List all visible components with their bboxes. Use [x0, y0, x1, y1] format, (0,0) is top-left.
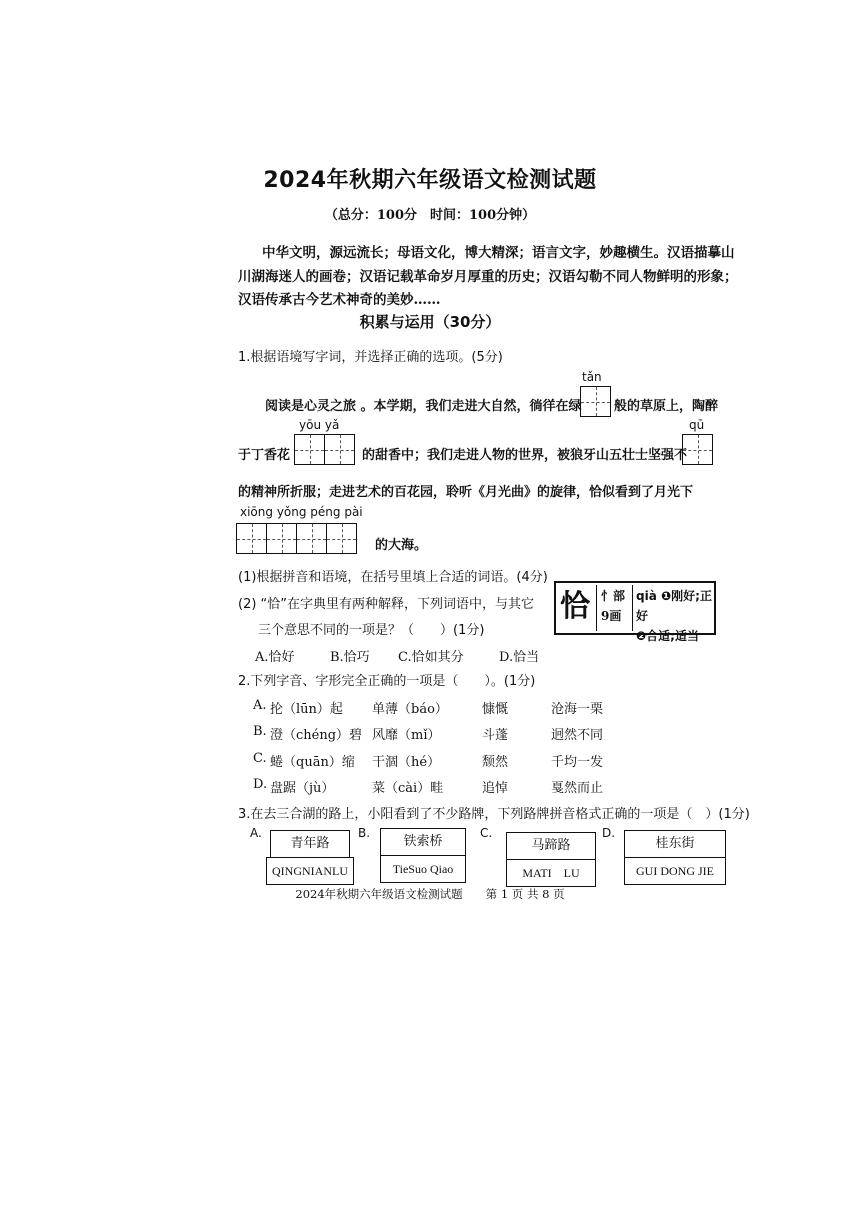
- divider: [596, 585, 597, 631]
- stroke-count: 9画: [601, 609, 622, 623]
- q2-option-c-label[interactable]: C.: [253, 751, 267, 766]
- q2-item: 澄（chéng）碧: [270, 728, 363, 743]
- q1-sub1: (1)根据拼音和语境，在括号里填上合适的词语。(4分): [238, 570, 548, 585]
- divider: [632, 585, 633, 631]
- definition-2: ❷合适;适当: [636, 629, 699, 643]
- intro-line-2: 川湖海迷人的画卷；汉语记载革命岁月厚重的历史；汉语勾勒不同人物鲜明的形象；: [238, 269, 738, 285]
- score-time-info: （总分：100分 时间：100分钟）: [324, 208, 536, 223]
- sign-letter: B.: [358, 826, 371, 840]
- sign-letter: D.: [602, 826, 616, 840]
- sign-pinyin: GUI DONG JIE: [624, 857, 726, 885]
- grid-cell[interactable]: [581, 387, 610, 416]
- sign-name: 桂东街: [624, 830, 726, 858]
- pinyin-xiong: xiōng yǒng péng pài: [240, 505, 363, 519]
- section-title: 积累与运用（30分）: [359, 313, 501, 331]
- answer-grid-xiong[interactable]: [236, 523, 357, 554]
- q1-option-a[interactable]: A.恰好: [255, 650, 295, 665]
- q1-stem: 1.根据语境写字词，并选择正确的选项。(5分): [238, 350, 503, 365]
- q2-item: 盘踞（jù）: [270, 781, 335, 796]
- q1-line1-tail: 般的草原上，陶醉: [614, 399, 719, 414]
- grid-cell[interactable]: [267, 524, 297, 553]
- q2-option-b-label[interactable]: B.: [253, 724, 267, 739]
- q2-option-a-label[interactable]: A.: [253, 698, 267, 713]
- q2-item: 千均一发: [551, 755, 604, 770]
- grid-cell[interactable]: [297, 524, 327, 553]
- pinyin-youya: yōu yǎ: [299, 418, 340, 432]
- q1-line2-head: 于丁香花: [238, 448, 291, 463]
- sign-letter: A.: [250, 826, 262, 840]
- sign-pinyin: QINGNIANLU: [266, 857, 354, 885]
- answer-grid-qu[interactable]: [682, 434, 713, 465]
- answer-grid-tan[interactable]: [580, 386, 611, 417]
- sign-pinyin: TieSuo Qiao: [380, 855, 466, 883]
- q1-line1-text: 阅读是心灵之旅 。本学期，我们走进大自然，徜徉在绿: [265, 399, 582, 414]
- q2-item: 单薄（báo）: [372, 702, 448, 717]
- pinyin-qu: qū: [689, 418, 705, 432]
- q2-item: 菜（cài）畦: [372, 781, 444, 796]
- q2-item: 沧海一栗: [551, 702, 604, 717]
- q2-item: 风靡（mǐ）: [372, 728, 441, 743]
- q1-line4-tail: 的大海。: [375, 538, 428, 553]
- dictionary-entry: [554, 581, 716, 643]
- q1-line2-mid: 的甜香中；我们走进人物的世界，被狼牙山五壮士坚强不: [362, 448, 688, 463]
- grid-cell[interactable]: [325, 435, 354, 464]
- grid-cell[interactable]: [295, 435, 325, 464]
- q3-stem: 3.在去三合湖的路上，小阳看到了不少路牌，下列路牌拼音格式正确的一项是（ ）(1分): [238, 807, 750, 822]
- sign-name: 马蹄路: [506, 832, 596, 860]
- definition-1: qià ❶刚好;正好: [636, 589, 712, 623]
- q1-sub2-line2: 三个意思不同的一项是？（ ）(1分): [258, 623, 485, 638]
- page-footer: 2024年秋期六年级语文检测试题 第 1 页 共 8 页: [295, 887, 565, 901]
- q2-item: 慷慨: [482, 702, 509, 717]
- sign-letter: C.: [480, 826, 493, 840]
- q1-sub2-line1: (2) “恰”在字典里有两种解释，下列词语中，与其它: [238, 597, 535, 612]
- q2-item: 戛然而止: [551, 781, 604, 796]
- grid-cell[interactable]: [327, 524, 356, 553]
- q1-option-b[interactable]: B.恰巧: [330, 650, 370, 665]
- intro-line-3: 汉语传承古今艺术神奇的美妙……: [238, 292, 441, 308]
- page-title: 2024年秋期六年级语文检测试题: [263, 168, 597, 193]
- q2-option-d-label[interactable]: D.: [253, 777, 268, 792]
- grid-cell[interactable]: [683, 435, 712, 464]
- q1-option-c[interactable]: C.恰如其分: [398, 650, 464, 665]
- q1-option-d[interactable]: D.恰当: [499, 650, 540, 665]
- pinyin-tan: tǎn: [582, 370, 602, 384]
- q1-line3-text: 的精神所折服；走进艺术的百花园，聆听《月光曲》的旋律，恰似看到了月光下: [238, 485, 694, 500]
- sign-name: 青年路: [270, 830, 350, 858]
- q2-item: 追悼: [482, 781, 509, 796]
- q2-item: 颓然: [482, 755, 509, 770]
- q2-item: 蜷（quān）缩: [270, 755, 355, 770]
- q2-stem: 2.下列字音、字形完全正确的一项是（ ）。(1分): [238, 674, 536, 689]
- dictionary-char: 恰: [560, 589, 590, 624]
- dictionary-radical: [601, 586, 625, 626]
- q2-item: 抡（lūn）起: [270, 702, 343, 717]
- sign-pinyin: MATI LU: [506, 859, 596, 887]
- dictionary-definitions: [636, 586, 714, 646]
- sign-name: 铁索桥: [380, 828, 466, 856]
- answer-grid-youya[interactable]: [294, 434, 355, 465]
- radical-text: 忄部: [601, 589, 626, 603]
- q2-item: 斗蓬: [482, 728, 509, 743]
- q2-item: 迥然不同: [551, 728, 604, 743]
- grid-cell[interactable]: [237, 524, 267, 553]
- intro-line-1: 中华文明，源远流长；母语文化，博大精深；语言文字，妙趣横生。汉语描摹山: [262, 245, 735, 261]
- q2-item: 干涸（hé）: [372, 755, 441, 770]
